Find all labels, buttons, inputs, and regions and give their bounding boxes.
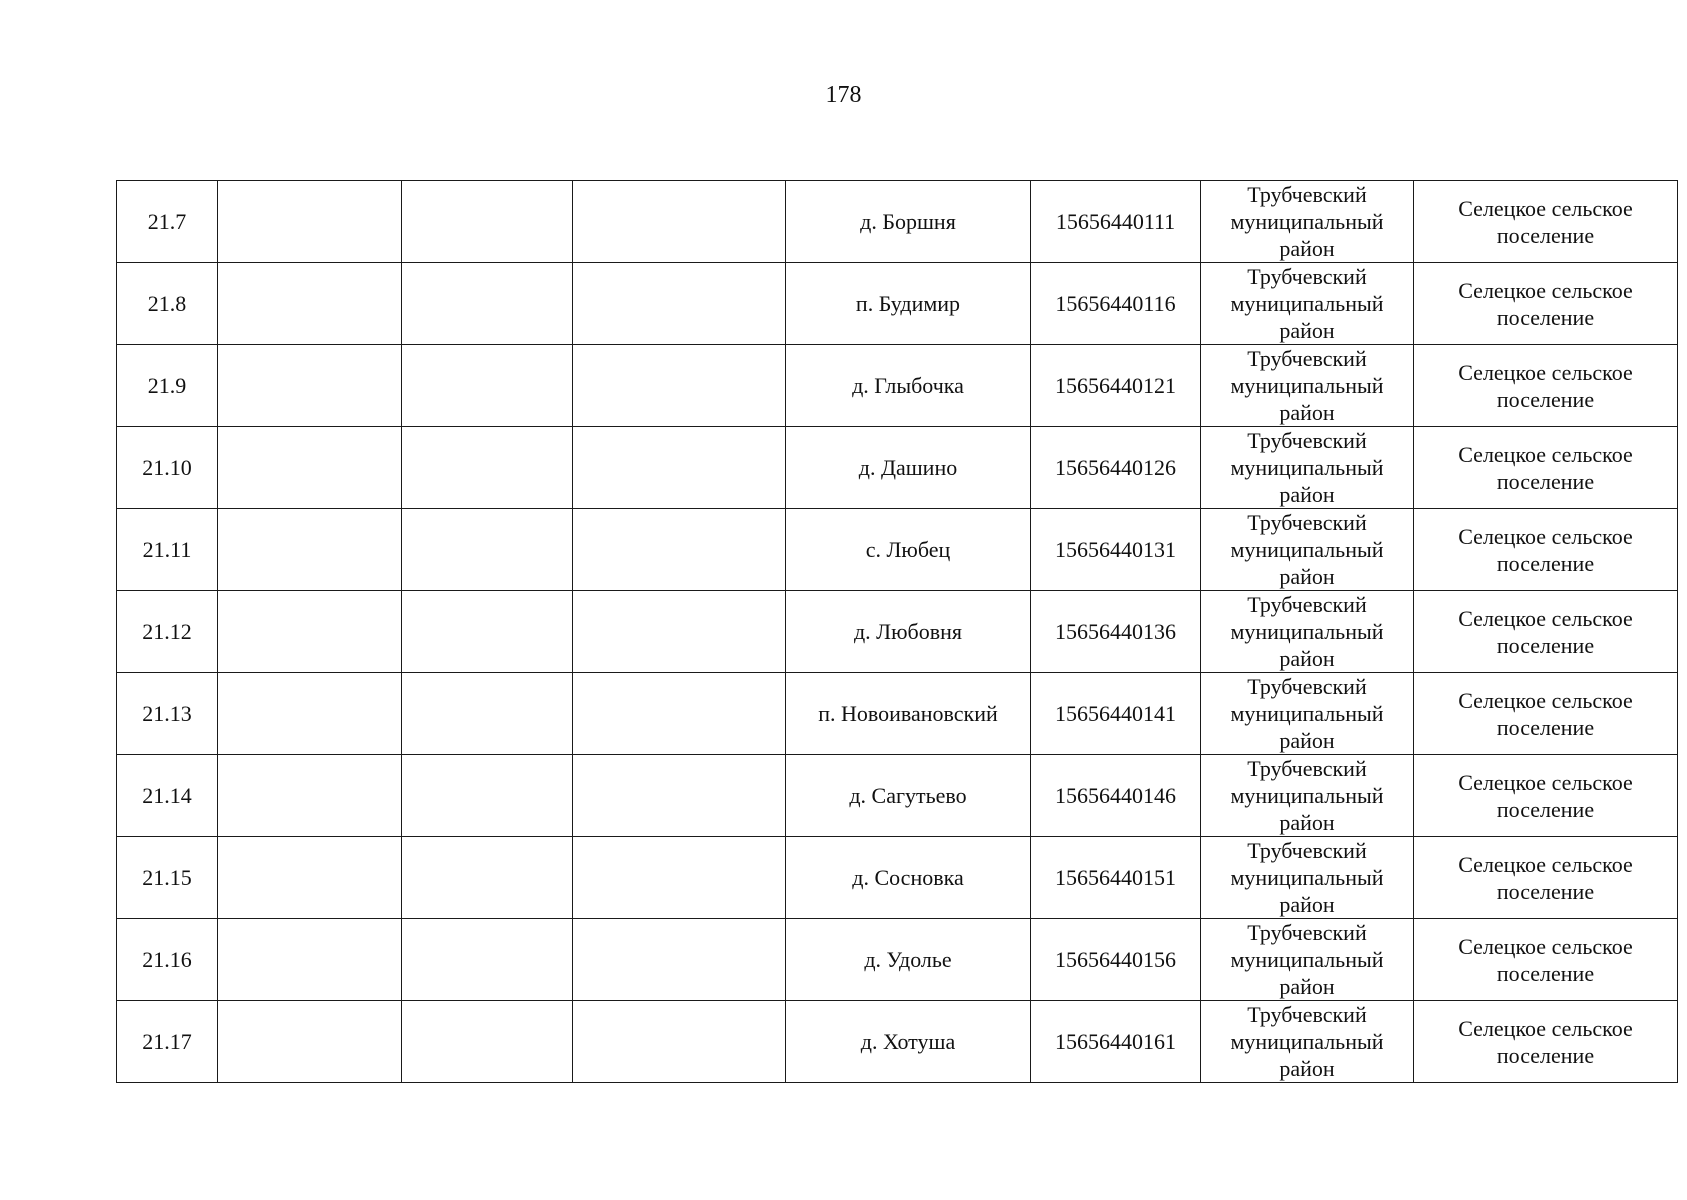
row-number-cell: 21.17 [117,1001,218,1083]
page-number: 178 [825,82,862,108]
district-line: муниципальный [1230,865,1384,890]
municipality-line: поселение [1496,550,1595,576]
district-line: муниципальный [1230,209,1384,234]
table-row [117,1001,1678,1083]
municipality-cell [1414,181,1678,263]
district-line: Трубчевский [1247,346,1367,371]
row-number-cell: 21.7 [117,181,218,263]
municipality-line: поселение [1496,632,1595,658]
empty-cell [218,919,402,1001]
district-line: Трубчевский [1247,756,1367,781]
settlement-name-cell: п. Новоивановский [786,673,1031,755]
table-row [117,263,1678,345]
oktmo-code-cell: 15656440116 [1031,263,1201,345]
municipality-cell [1414,673,1678,755]
municipality-line: поселение [1496,796,1595,822]
district-line: район [1279,1056,1335,1081]
oktmo-code-cell: 15656440151 [1031,837,1201,919]
settlement-name-cell: д. Дашино [786,427,1031,509]
municipality-line: поселение [1496,304,1595,330]
municipality-cell [1414,919,1678,1001]
empty-cell [218,263,402,345]
district-line: район [1279,646,1335,671]
empty-cell [573,591,786,673]
settlements-table [116,180,1678,1083]
municipality-line: поселение [1496,468,1595,494]
empty-cell [218,345,402,427]
empty-cell [218,427,402,509]
empty-cell [402,263,573,345]
district-line: Трубчевский [1247,428,1367,453]
empty-cell [402,837,573,919]
empty-cell [402,427,573,509]
empty-cell [218,1001,402,1083]
oktmo-code-cell: 15656440111 [1031,181,1201,263]
oktmo-code-cell: 15656440121 [1031,345,1201,427]
district-line: муниципальный [1230,455,1384,480]
settlement-name-cell: д. Удолье [786,919,1031,1001]
table-row [117,427,1678,509]
municipality-line: Селецкое сельское [1458,277,1633,303]
row-number-cell: 21.9 [117,345,218,427]
district-cell [1201,181,1414,263]
district-line: Трубчевский [1247,920,1367,945]
empty-cell [218,755,402,837]
settlement-name-cell: д. Любовня [786,591,1031,673]
municipality-cell [1414,837,1678,919]
empty-cell [573,837,786,919]
municipality-cell [1414,1001,1678,1083]
district-line: район [1279,564,1335,589]
empty-cell [573,755,786,837]
district-line: район [1279,400,1335,425]
district-line: муниципальный [1230,291,1384,316]
municipality-line: поселение [1496,960,1595,986]
empty-cell [218,181,402,263]
district-cell [1201,263,1414,345]
municipality-line: поселение [1496,386,1595,412]
oktmo-code-cell: 15656440126 [1031,427,1201,509]
municipality-line: Селецкое сельское [1458,605,1633,631]
municipality-cell [1414,263,1678,345]
empty-cell [402,509,573,591]
district-cell [1201,509,1414,591]
municipality-line: поселение [1496,222,1595,248]
row-number-cell: 21.8 [117,263,218,345]
district-line: Трубчевский [1247,510,1367,535]
municipality-line: Селецкое сельское [1458,523,1633,549]
row-number-cell: 21.14 [117,755,218,837]
municipality-cell [1414,591,1678,673]
district-line: район [1279,482,1335,507]
district-line: район [1279,728,1335,753]
oktmo-code-cell: 15656440161 [1031,1001,1201,1083]
table-row [117,919,1678,1001]
district-line: Трубчевский [1247,182,1367,207]
district-line: Трубчевский [1247,592,1367,617]
district-line: район [1279,974,1335,999]
municipality-line: поселение [1496,1042,1595,1068]
settlement-name-cell: д. Боршня [786,181,1031,263]
district-line: муниципальный [1230,947,1384,972]
district-line: муниципальный [1230,373,1384,398]
empty-cell [402,591,573,673]
municipality-line: Селецкое сельское [1458,933,1633,959]
table-row [117,755,1678,837]
district-cell [1201,673,1414,755]
district-line: район [1279,236,1335,261]
district-cell [1201,755,1414,837]
district-cell [1201,427,1414,509]
empty-cell [402,181,573,263]
district-line: Трубчевский [1247,1002,1367,1027]
settlement-name-cell: п. Будимир [786,263,1031,345]
district-line: район [1279,810,1335,835]
empty-cell [402,673,573,755]
table-row [117,591,1678,673]
municipality-cell [1414,755,1678,837]
district-line: Трубчевский [1247,838,1367,863]
district-line: муниципальный [1230,701,1384,726]
municipality-line: Селецкое сельское [1458,851,1633,877]
municipality-line: Селецкое сельское [1458,359,1633,385]
table-body [117,181,1678,1083]
district-line: Трубчевский [1247,264,1367,289]
municipality-line: Селецкое сельское [1458,687,1633,713]
empty-cell [573,673,786,755]
municipality-cell [1414,509,1678,591]
municipality-line: Селецкое сельское [1458,769,1633,795]
empty-cell [573,263,786,345]
empty-cell [402,345,573,427]
table-row [117,673,1678,755]
district-line: муниципальный [1230,619,1384,644]
empty-cell [218,673,402,755]
empty-cell [573,181,786,263]
oktmo-code-cell: 15656440136 [1031,591,1201,673]
row-number-cell: 21.10 [117,427,218,509]
empty-cell [218,509,402,591]
district-line: муниципальный [1230,783,1384,808]
table-row [117,509,1678,591]
municipality-line: поселение [1496,714,1595,740]
empty-cell [573,427,786,509]
row-number-cell: 21.11 [117,509,218,591]
district-cell [1201,837,1414,919]
settlement-name-cell: д. Глыбочка [786,345,1031,427]
empty-cell [573,345,786,427]
empty-cell [218,591,402,673]
oktmo-code-cell: 15656440141 [1031,673,1201,755]
district-line: муниципальный [1230,1029,1384,1054]
settlement-name-cell: с. Любец [786,509,1031,591]
empty-cell [402,755,573,837]
municipality-line: Селецкое сельское [1458,195,1633,221]
district-line: Трубчевский [1247,674,1367,699]
table-row [117,837,1678,919]
empty-cell [218,837,402,919]
table-row [117,181,1678,263]
empty-cell [573,509,786,591]
district-cell [1201,591,1414,673]
district-line: район [1279,892,1335,917]
oktmo-code-cell: 15656440146 [1031,755,1201,837]
municipality-cell [1414,427,1678,509]
municipality-line: поселение [1496,878,1595,904]
district-line: район [1279,318,1335,343]
empty-cell [573,1001,786,1083]
municipality-line: Селецкое сельское [1458,441,1633,467]
table-row [117,345,1678,427]
settlement-name-cell: д. Сагутьево [786,755,1031,837]
oktmo-code-cell: 15656440131 [1031,509,1201,591]
district-cell [1201,1001,1414,1083]
district-cell [1201,919,1414,1001]
row-number-cell: 21.13 [117,673,218,755]
district-line: муниципальный [1230,537,1384,562]
empty-cell [402,1001,573,1083]
row-number-cell: 21.12 [117,591,218,673]
settlement-name-cell: д. Хотуша [786,1001,1031,1083]
district-cell [1201,345,1414,427]
row-number-cell: 21.16 [117,919,218,1001]
settlement-name-cell: д. Сосновка [786,837,1031,919]
municipality-cell [1414,345,1678,427]
row-number-cell: 21.15 [117,837,218,919]
oktmo-code-cell: 15656440156 [1031,919,1201,1001]
empty-cell [402,919,573,1001]
empty-cell [573,919,786,1001]
municipality-line: Селецкое сельское [1458,1015,1633,1041]
